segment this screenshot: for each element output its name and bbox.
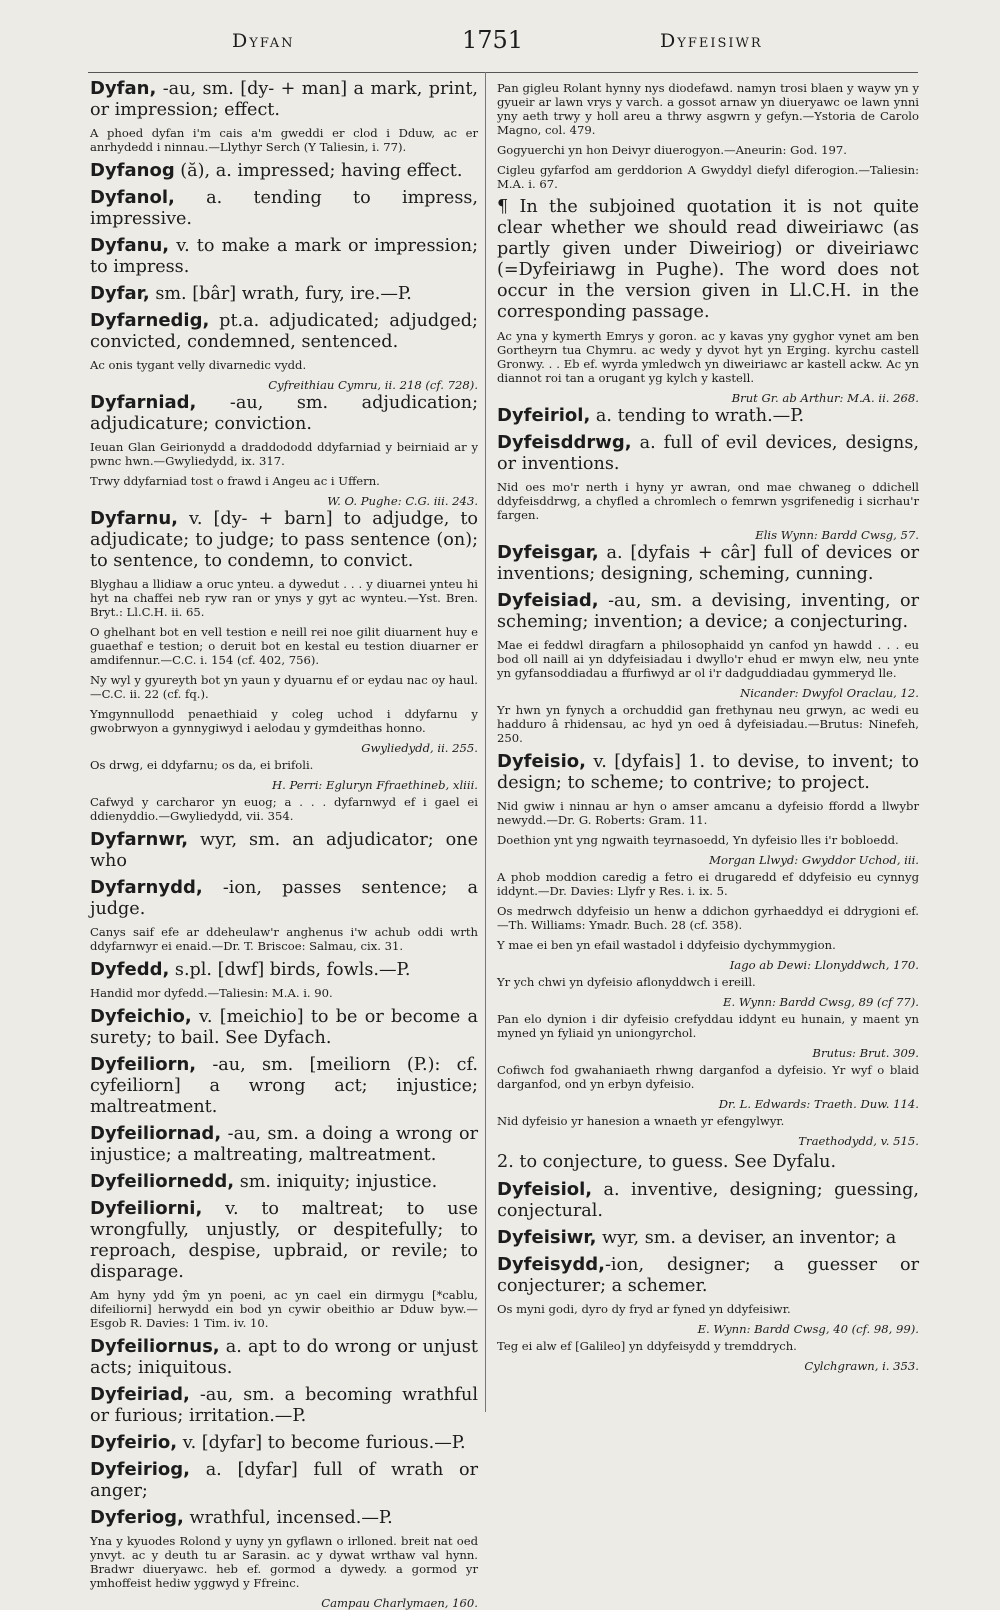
citation: Cafwyd y carcharor yn euog; a . . . dyfarnwyd ef i gael ei ddienyddio.—Gwyliedydd, vii. 354. bbox=[90, 795, 478, 823]
dictionary-entry bbox=[90, 829, 478, 872]
citation-source: Cylchgrawn, i. 353. bbox=[804, 1359, 919, 1373]
citation-source: H. Perri: Egluryn Ffraethineb, xliii. bbox=[272, 778, 478, 792]
dictionary-entry bbox=[497, 432, 919, 475]
entry-definition: (ă), a. impressed; having effect. bbox=[174, 161, 463, 181]
dictionary-entry bbox=[90, 1432, 478, 1454]
entry-definition: -au, sm. a doing a wrong or injustice; a maltreating, maltreatment. bbox=[90, 1124, 478, 1165]
entry-headword: Dyfeiriad, bbox=[90, 1384, 190, 1405]
entry-headword: Dyfeisiwr, bbox=[497, 1227, 597, 1248]
entry-definition: -ion, designer; a guesser or conjecturer; a schemer. bbox=[497, 1255, 919, 1296]
entry-headword: Dyfanol, bbox=[90, 187, 175, 208]
citation: Cofiwch fod gwahaniaeth rhwng darganfod a dyfeisio. Yr wyf o blaid darganfod, ond yn erbyn dyfeisio. bbox=[497, 1063, 919, 1091]
citation-source: Brutus: Brut. 309. bbox=[812, 1046, 919, 1060]
citation: O ghelhant bot en vell testion e neill rei noe gilit diuarnent huy e guaethaf e testion; o deruit bot en kestal eu testion diuarner er amdifennur.—C.C. i. 154 (cf. 402, 756). bbox=[90, 625, 478, 667]
running-header bbox=[0, 26, 1000, 56]
entry-definition: wyr, sm. a deviser, an inventor; a bbox=[596, 1228, 897, 1248]
editorial-note: 2. to conjecture, to guess. See Dyfalu. bbox=[497, 1152, 837, 1172]
entry-headword: Dyfan, bbox=[90, 78, 157, 99]
citation: Ieuan Glan Geirionydd a draddododd ddyfarniad y beirniaid ar y pwnc hwn.—Gwyliedydd, ix. 317. bbox=[90, 440, 478, 468]
citation-source: Morgan Llwyd: Gwyddor Uchod, iii. bbox=[709, 853, 919, 867]
dictionary-entry bbox=[90, 392, 478, 435]
citation: Blyghau a llidiaw a oruc ynteu. a dywedut . . . y diuarnei ynteu hi hyt na chaffei neb ryw ran or ynys y gyt ac wynteu.—Yst. Bren. Bryt.: Ll.C.H. ii. 65. bbox=[90, 577, 478, 619]
citation: Handid mor dyfedd.—Taliesin: M.A. i. 90. bbox=[90, 986, 333, 1000]
dictionary-entry bbox=[497, 751, 919, 794]
citation: Canys saif efe ar ddeheulaw'r anghenus i'w achub oddi wrth ddyfarnwyr ei enaid.—Dr. T. Briscoe: Salmau, cix. 31. bbox=[90, 925, 478, 953]
entry-headword: Dyfeiriol, bbox=[497, 405, 591, 426]
entry-definition: s.pl. [dwf] birds, fowls.—P. bbox=[169, 960, 411, 980]
entry-definition: -ion, passes sentence; a judge. bbox=[90, 878, 478, 919]
entry-headword: Dyfar, bbox=[90, 283, 150, 304]
entry-definition: v. [dyfar] to become furious.—P. bbox=[177, 1433, 466, 1453]
dictionary-entry bbox=[497, 1254, 919, 1297]
entry-definition: a. [dyfar] full of wrath or anger; bbox=[90, 1460, 478, 1501]
entry-headword: Dyfeisiol, bbox=[497, 1179, 593, 1200]
citation: Teg ei alw ef [Galileo] yn ddyfeisydd y tremddrych. bbox=[497, 1339, 797, 1353]
dictionary-entry bbox=[90, 1507, 478, 1529]
left-column bbox=[90, 78, 478, 1610]
citation-source: E. Wynn: Bardd Cwsg, 89 (cf 77). bbox=[722, 995, 919, 1009]
entry-definition: a. apt to do wrong or unjust acts; iniquitous. bbox=[90, 1337, 478, 1378]
citation: Os medrwch ddyfeisio un henw a ddichon gyrhaeddyd ei ddrygioni ef.—Th. Williams: Ymadr. Buch. 28 (cf. 358). bbox=[497, 904, 919, 932]
citation: Os myni godi, dyro dy fryd ar fyned yn ddyfeisiwr. bbox=[497, 1302, 791, 1316]
entry-headword: Dyfeisio, bbox=[497, 751, 586, 772]
entry-headword: Dyfeiliornus, bbox=[90, 1336, 220, 1357]
entry-definition: pt.a. adjudicated; adjudged; convicted, condemned, sentenced. bbox=[90, 311, 478, 352]
entry-headword: Dyfeisgar, bbox=[497, 542, 599, 563]
entry-definition: sm. [bâr] wrath, fury, ire.—P. bbox=[149, 284, 412, 304]
entry-headword: Dyfarnu, bbox=[90, 508, 178, 529]
dictionary-entry bbox=[497, 590, 919, 633]
citation: A phob moddion caredig a fetro ei drugaredd ef ddyfeisio eu cynnyg iddynt.—Dr. Davies: Llyfr y Res. i. ix. 5. bbox=[497, 870, 919, 898]
entry-definition: wrathful, incensed.—P. bbox=[183, 1508, 393, 1528]
citation-source: Traethodydd, v. 515. bbox=[798, 1134, 919, 1148]
dictionary-entry bbox=[90, 959, 478, 981]
entry-definition: v. [dy- + barn] to adjudge, to adjudicate; to judge; to pass sentence (on); to sentence, to condemn, to convict. bbox=[90, 509, 478, 571]
entry-headword: Dyferiog, bbox=[90, 1507, 184, 1528]
dictionary-entry bbox=[90, 1384, 478, 1427]
entry-headword: Dyfarnwr, bbox=[90, 829, 189, 850]
citation: Am hyny ydd ŷm yn poeni, ac yn cael ein dirmygu [*cablu, difeiliorni] herwydd ein bod yn cywir obeithio ar Dduw byw.—Esgob R. Davies: 1 Tim. iv. 10. bbox=[90, 1288, 478, 1330]
entry-headword: Dyfedd, bbox=[90, 959, 170, 980]
dictionary-entry bbox=[497, 1179, 919, 1222]
citation-source: W. O. Pughe: C.G. iii. 243. bbox=[327, 494, 478, 508]
dictionary-entry bbox=[90, 1006, 478, 1049]
entry-headword: Dyfanog bbox=[90, 160, 175, 181]
dictionary-entry bbox=[90, 877, 478, 920]
citation: A phoed dyfan i'm cais a'm gweddi er clod i Dduw, ac er anrhydedd i ninnau.—Llythyr Serch (Y Taliesin, i. 77). bbox=[90, 126, 478, 154]
dictionary-entry bbox=[497, 405, 919, 427]
entry-headword: Dyfeiriog, bbox=[90, 1459, 191, 1480]
dictionary-entry bbox=[90, 160, 478, 182]
citation: Y mae ei ben yn efail wastadol i ddyfeisio dychymmygion. bbox=[497, 938, 836, 952]
citation: Nid oes mo'r nerth i hyny yr awran, ond mae chwaneg o ddichell ddyfeisddrwg, a chyfled a chromlech o femrwn ysgrifenedig i sicrhau'r fargen. bbox=[497, 480, 919, 522]
entry-definition: v. to maltreat; to use wrongfully, unjustly, or despitefully; to reproach, despise, upbraid, or revile; to disparage. bbox=[90, 1199, 478, 1282]
citation-source: Brut Gr. ab Arthur: M.A. ii. 268. bbox=[731, 391, 919, 405]
column-divider bbox=[485, 72, 486, 1412]
citation-source: Dr. L. Edwards: Traeth. Duw. 114. bbox=[718, 1097, 919, 1111]
citation: Pan gigleu Rolant hynny nys diodefawd. namyn trosi blaen y wayw yn y gyueir ar lawn vrys y varch. a gossot arnaw yn diueryawc oe lawn ynni yny aeth trwy y holl areu a thrwy asgwrn y gefyn.—Ystoria de Carolo Magno, col. 479. bbox=[497, 81, 919, 137]
dictionary-entry bbox=[90, 283, 478, 305]
entry-definition: a. tending to impress, impressive. bbox=[90, 188, 478, 229]
entry-headword: Dyfeiliorni, bbox=[90, 1198, 203, 1219]
entry-definition: a. tending to wrath.—P. bbox=[590, 406, 805, 426]
citation: Yr hwn yn fynych a orchuddid gan frethynau neu grwyn, ac wedi eu hadduro â rhidensau, ac hyd yn oed â dyfeisiadau.—Brutus: Ninefeh, 250. bbox=[497, 703, 919, 745]
dictionary-entry bbox=[497, 1227, 919, 1249]
citation-source: Gwyliedydd, ii. 255. bbox=[361, 741, 478, 755]
entry-definition: -au, sm. adjudication; adjudicature; conviction. bbox=[90, 393, 478, 434]
citation: Ymgynnullodd penaethiaid y coleg uchod i ddyfarnu y gwobrwyon a gynnygiwyd i aelodau y gymdeithas honno. bbox=[90, 707, 478, 735]
entry-headword: Dyfeichio, bbox=[90, 1006, 192, 1027]
entry-headword: Dyfanu, bbox=[90, 235, 170, 256]
entry-headword: Dyfeisydd, bbox=[497, 1254, 605, 1275]
citation-source: Nicander: Dwyfol Oraclau, 12. bbox=[740, 686, 919, 700]
citation: Nid gwiw i ninnau ar hyn o amser amcanu a dyfeisio ffordd a llwybr newydd.—Dr. G. Roberts: Gram. 11. bbox=[497, 799, 919, 827]
dictionary-entry bbox=[90, 310, 478, 353]
header-left-guideword: Dyfan bbox=[232, 30, 295, 52]
citation-source: E. Wynn: Bardd Cwsg, 40 (cf. 98, 99). bbox=[697, 1322, 919, 1336]
entry-headword: Dyfeiliornedd, bbox=[90, 1171, 235, 1192]
citation-source: Iago ab Dewi: Llonyddwch, 170. bbox=[729, 958, 919, 972]
citation-source: Cyfreithiau Cymru, ii. 218 (cf. 728). bbox=[268, 378, 478, 392]
entry-definition: wyr, sm. an adjudicator; one who bbox=[90, 830, 478, 871]
header-right-guideword: Dyfeisiwr bbox=[660, 30, 763, 52]
entry-definition: a. inventive, designing; guessing, conjectural. bbox=[497, 1180, 919, 1221]
dictionary-entry bbox=[90, 1198, 478, 1283]
right-column bbox=[497, 78, 919, 1373]
entry-definition: v. to make a mark or impression; to impress. bbox=[90, 236, 478, 277]
editorial-note: ¶ In the subjoined quotation it is not quite clear whether we should read diweiriawc (as partly given under Diweiriog) or diveiriawc (=Dyfeiriawg in Pughe). The word does not occur in the version given in Ll.C.H. in the corresponding passage. bbox=[497, 197, 919, 322]
dictionary-entry bbox=[90, 187, 478, 230]
citation: Yna y kyuodes Rolond y uyny yn gyflawn o irlloned. breit nat oed ynvyt. ac y deuth tu ar Sarasin. ac y dywat wrthaw val hynn. Bradwr diueryawc. heb ef. gormod a dywedy. a gormod yr ymhoffeist hediw yggwyd y Ffreinc. bbox=[90, 1534, 478, 1590]
dictionary-entry bbox=[90, 1336, 478, 1379]
citation: Trwy ddyfarniad tost o frawd i Angeu ac i Uffern. bbox=[90, 474, 380, 488]
entry-headword: Dyfeiliornad, bbox=[90, 1123, 222, 1144]
citation: Pan elo dynion i dir dyfeisio crefyddau iddynt eu hunain, y maent yn myned yn fyliaid yn uniongyrchol. bbox=[497, 1012, 919, 1040]
citation: Os drwg, ei ddyfarnu; os da, ei brifoli. bbox=[90, 758, 314, 772]
citation: Ac yna y kymerth Emrys y goron. ac y kavas yny gyghor vynet am ben Gortheyrn tua Chymru. ac wedy y dyvot hyt yn Erging. kyrchu castell Gronwy. . . Eb ef. wyrda ymledwch yn diweiriawc ar kastell ackw. Ac yn diannot roi tan a orugant yg kylch y kastell. bbox=[497, 329, 919, 385]
entry-definition: -au, sm. a devising, inventing, or scheming; invention; a device; a conjecturing. bbox=[497, 591, 919, 632]
header-rule bbox=[88, 72, 918, 73]
entry-definition: -au, sm. [meiliorn (P.): cf. cyfeiliorn] a wrong act; injustice; maltreatment. bbox=[90, 1055, 478, 1117]
page-number: 1751 bbox=[462, 26, 524, 54]
citation-source: Elis Wynn: Bardd Cwsg, 57. bbox=[755, 528, 919, 542]
entry-definition: a. full of evil devices, designs, or inventions. bbox=[497, 433, 919, 474]
entry-headword: Dyfeisiad, bbox=[497, 590, 599, 611]
entry-headword: Dyfarniad, bbox=[90, 392, 197, 413]
entry-definition: a. [dyfais + câr] full of devices or inventions; designing, scheming, cunning. bbox=[497, 543, 919, 584]
dictionary-entry bbox=[90, 78, 478, 121]
dictionary-entry bbox=[497, 542, 919, 585]
citation: Nid dyfeisio yr hanesion a wnaeth yr efengylwyr. bbox=[497, 1114, 785, 1128]
citation-source: Campau Charlymaen, 160. bbox=[321, 1596, 478, 1610]
entry-definition: -au, sm. a becoming wrathful or furious; irritation.—P. bbox=[90, 1385, 478, 1426]
dictionary-entry bbox=[90, 1171, 478, 1193]
citation: Cigleu gyfarfod am gerddorion A Gwyddyl diefyl diferogion.—Taliesin: M.A. i. 67. bbox=[497, 163, 919, 191]
dictionary-entry bbox=[90, 1054, 478, 1118]
citation: Doethion ynt yng ngwaith teyrnasoedd, Yn dyfeisio lles i'r bobloedd. bbox=[497, 833, 899, 847]
citation: Mae ei feddwl diragfarn a philosophaidd yn canfod yn hawdd . . . eu bod oll naill ai yn ddyfeisiadau i dwyllo'r ehud er mwyn elw, neu ynte yn gyfansoddiadau a ffurfiwyd ar ol i'r dadguddiadau gymmeryd lle. bbox=[497, 638, 919, 680]
entry-definition: -au, sm. [dy- + man] a mark, print, or impression; effect. bbox=[90, 79, 478, 120]
entry-headword: Dyfeirio, bbox=[90, 1432, 178, 1453]
entry-headword: Dyfarnydd, bbox=[90, 877, 203, 898]
entry-definition: v. [dyfais] 1. to devise, to invent; to design; to scheme; to contrive; to project. bbox=[497, 752, 919, 793]
dictionary-entry bbox=[90, 1123, 478, 1166]
entry-definition: v. [meichio] to be or become a surety; to bail. See Dyfach. bbox=[90, 1007, 478, 1048]
entry-headword: Dyfeiliorn, bbox=[90, 1054, 197, 1075]
entry-headword: Dyfarnedig, bbox=[90, 310, 210, 331]
dictionary-entry bbox=[90, 1459, 478, 1502]
citation: Yr ych chwi yn dyfeisio aflonyddwch i ereill. bbox=[497, 975, 756, 989]
citation: Ac onis tygant velly divarnedic vydd. bbox=[90, 358, 307, 372]
dictionary-entry bbox=[90, 235, 478, 278]
citation: Ny wyl y gyureyth bot yn yaun y dyuarnu ef or eydau nac oy haul.—C.C. ii. 22 (cf. fq.). bbox=[90, 673, 478, 701]
entry-definition: sm. iniquity; injustice. bbox=[234, 1172, 438, 1192]
entry-headword: Dyfeisddrwg, bbox=[497, 432, 632, 453]
citation: Gogyuerchi yn hon Deivyr diuerogyon.—Aneurin: God. 197. bbox=[497, 143, 847, 157]
dictionary-entry bbox=[90, 508, 478, 572]
